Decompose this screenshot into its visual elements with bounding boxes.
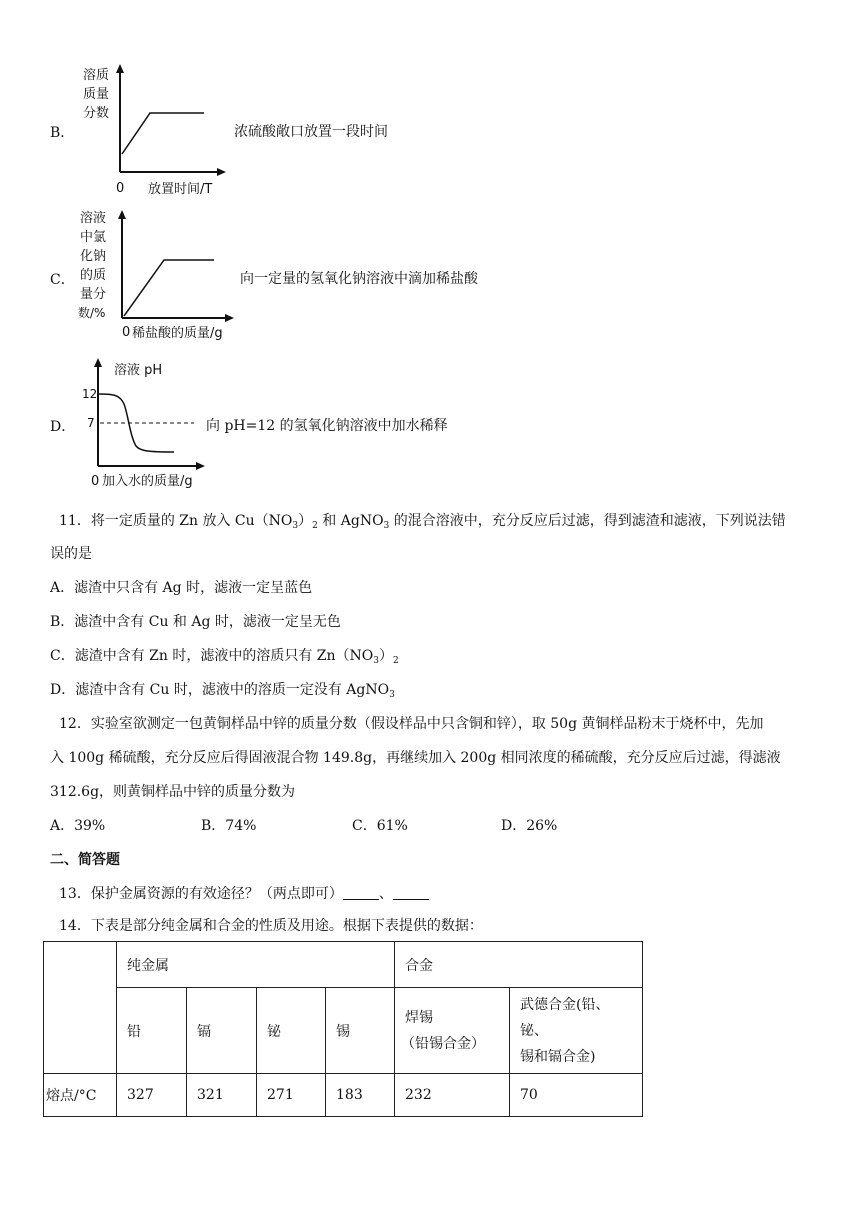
q12-stem-line2: 入 100g 稀硫酸，充分反应后得固液混合物 149.8g，再继续加入 200g 相同浓度的稀硫酸，充分反应后过滤，得滤液 bbox=[50, 750, 781, 766]
table-cell-cadmium-mp: 321 bbox=[187, 1074, 257, 1117]
q14-stem: 14．下表是部分纯金属和合金的性质及用途。根据下表提供的数据： bbox=[59, 918, 483, 934]
q13-blank-1[interactable] bbox=[343, 885, 379, 900]
table-corner-cell bbox=[44, 942, 117, 1074]
table-metal-bismuth: 铋 bbox=[257, 988, 326, 1074]
option-d-y-arrow bbox=[94, 358, 102, 367]
option-b-x-arrow bbox=[217, 168, 226, 176]
table-metal-lead: 铅 bbox=[117, 988, 187, 1074]
section-heading: 二、简答题 bbox=[50, 852, 120, 868]
table-metal-tin: 锡 bbox=[326, 988, 395, 1074]
option-b-ylabel-1: 溶质 bbox=[83, 68, 110, 83]
q12-option-a: A．39% bbox=[50, 818, 106, 834]
option-d-tick-12: 12 bbox=[82, 387, 98, 401]
q12-stem-line1: 12．实验室欲测定一包黄铜样品中锌的质量分数（假设样品中只含铜和锌），取 50g 黄铜样品粉末于烧杯中，先加 bbox=[59, 716, 764, 732]
q12-option-d: D．26% bbox=[501, 818, 558, 834]
option-b-curve bbox=[122, 113, 204, 154]
q12-stem-line3: 312.6g，则黄铜样品中锌的质量分数为 bbox=[50, 784, 296, 800]
option-d-description: 向 pH=12 的氢氧化钠溶液中加水稀释 bbox=[206, 418, 448, 434]
option-d-tick-7: 7 bbox=[87, 416, 95, 430]
option-c-origin: 0 bbox=[122, 325, 131, 340]
option-d-x-arrow bbox=[196, 462, 205, 470]
q11-option-d: D．滤渣中含有 Cu 时，滤液中的溶质一定没有 AgNO$_3$ bbox=[50, 682, 395, 700]
option-d-origin: 0 bbox=[91, 474, 100, 489]
option-c-x-arrow bbox=[225, 314, 234, 322]
option-c-description: 向一定量的氢氧化钠溶液中滴加稀盐酸 bbox=[240, 271, 478, 287]
table-header-alloy: 合金 bbox=[395, 942, 643, 988]
option-c-xlabel: 稀盐酸的质量/g bbox=[132, 326, 223, 341]
option-c-ylabel-4: 的质 bbox=[80, 268, 107, 283]
option-c-ylabel-3: 化钠 bbox=[80, 249, 107, 264]
table-cell-solder-mp: 232 bbox=[395, 1074, 510, 1117]
option-b-y-arrow bbox=[116, 64, 124, 73]
option-b-ylabel-3: 分数 bbox=[83, 106, 110, 121]
q11-option-b: B．滤渣中含有 Cu 和 Ag 时，滤液一定呈无色 bbox=[50, 614, 341, 630]
q13-blank-2[interactable] bbox=[393, 885, 429, 900]
option-c-ylabel-2: 中氯 bbox=[80, 230, 107, 245]
option-b-graph bbox=[78, 62, 238, 200]
option-d-xlabel: 加入水的质量/g bbox=[102, 474, 193, 489]
option-b-origin: 0 bbox=[116, 181, 125, 196]
option-c-graph bbox=[78, 206, 243, 346]
option-c-y-arrow bbox=[118, 210, 126, 219]
table-metal-cadmium: 镉 bbox=[187, 988, 257, 1074]
q11-option-a: A．滤渣中只含有 Ag 时，滤液一定呈蓝色 bbox=[50, 580, 313, 596]
metal-properties-table bbox=[43, 941, 643, 1117]
option-c-curve bbox=[124, 260, 214, 316]
option-d-letter: D． bbox=[50, 419, 76, 435]
option-c-ylabel-6: 数/% bbox=[78, 306, 106, 320]
option-b-ylabel-2: 质量 bbox=[83, 87, 110, 102]
option-b-xlabel: 放置时间/T bbox=[148, 182, 213, 197]
option-c-ylabel-1: 溶液 bbox=[80, 211, 107, 226]
option-c-ylabel-5: 量分 bbox=[80, 287, 107, 302]
table-cell-bismuth-mp: 271 bbox=[257, 1074, 326, 1117]
q11-option-c: C．滤渣中含有 Zn 时，滤液中的溶质只有 $Zn(NO_3)_2$ bbox=[50, 648, 399, 666]
table-alloy-solder: 焊锡 （铅锡合金） bbox=[395, 988, 510, 1074]
q11-stem: 11．将一定质量的 Zn 放入 $Cu(NO_3)_2$ 和 AgNO$_3$ 的混合溶液中，充分反应后过滤，得到滤渣和滤液，下列说法错 bbox=[59, 513, 786, 531]
q11-stem-line2: 误的是 bbox=[50, 546, 92, 562]
table-alloy-wood-metal: 武德合金(铅、铋、 锡和镉合金) bbox=[510, 988, 643, 1074]
table-row-label-melting-point: 熔点/°C bbox=[44, 1074, 117, 1117]
q13-stem: 13．保护金属资源的有效途径？（两点即可） 、 bbox=[59, 884, 429, 904]
table-header-pure-metal: 纯金属 bbox=[117, 942, 395, 988]
option-b-description: 浓硫酸敞口放置一段时间 bbox=[234, 124, 388, 140]
option-d-ylabel: 溶液 pH bbox=[114, 363, 163, 378]
option-c-letter: C． bbox=[50, 272, 75, 288]
q12-option-c: C．61% bbox=[352, 818, 408, 834]
table-cell-lead-mp: 327 bbox=[117, 1074, 187, 1117]
table-cell-wood-metal-mp: 70 bbox=[510, 1074, 643, 1117]
table-cell-tin-mp: 183 bbox=[326, 1074, 395, 1117]
q12-option-b: B．74% bbox=[201, 818, 257, 834]
option-b-letter: B． bbox=[50, 125, 75, 141]
